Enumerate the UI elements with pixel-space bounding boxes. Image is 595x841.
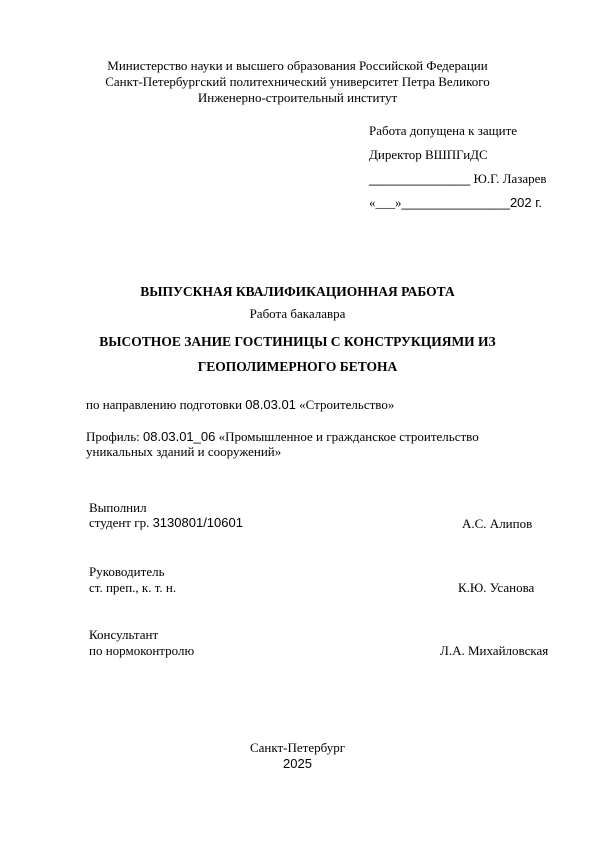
director-signature-row bbox=[369, 171, 547, 187]
supervisor-title: ст. преп., к. т. н. bbox=[89, 580, 177, 595]
date-day: «___» bbox=[369, 195, 402, 210]
supervisor-label: Руководитель bbox=[89, 564, 165, 579]
direction-name: «Строительство» bbox=[295, 397, 395, 412]
profile-code: 08.03.01_06 bbox=[143, 429, 216, 444]
profile-line1 bbox=[86, 429, 479, 445]
study-direction bbox=[86, 397, 394, 413]
student-name: А.С. Алипов bbox=[462, 516, 533, 531]
work-title-line2: ГЕОПОЛИМЕРНОГО БЕТОНА bbox=[197, 359, 398, 374]
student-group-row bbox=[89, 515, 243, 531]
work-title-line1: ВЫСОТНОЕ ЗАНИЕ ГОСТИНИЦЫ С КОНСТРУКЦИЯМИ ИЗ bbox=[99, 334, 496, 349]
supervisor-name: К.Ю. Усанова bbox=[458, 580, 535, 595]
profile-line2: уникальных зданий и сооружений» bbox=[86, 444, 282, 459]
direction-code: 08.03.01 bbox=[245, 397, 296, 412]
date-year: 202 г. bbox=[509, 195, 543, 210]
performed-label: Выполнил bbox=[89, 500, 147, 515]
profile-name-start: «Промышленное и гражданское строительство bbox=[215, 429, 479, 444]
university-name: Санкт-Петербургский политехнический университет Петра Великого bbox=[105, 74, 490, 89]
work-type: ВЫПУСКНАЯ КВАЛИФИКАЦИОННАЯ РАБОТА bbox=[140, 284, 455, 299]
approval-date-row bbox=[369, 195, 542, 211]
ministry-name: Министерство науки и высшего образования Российской Федерации bbox=[107, 58, 488, 73]
admitted-to-defense: Работа допущена к защите bbox=[369, 123, 518, 138]
profile-prefix: Профиль: bbox=[86, 429, 144, 444]
signature-line: ______________ bbox=[369, 171, 471, 186]
consultant-name: Л.А. Михайловская bbox=[440, 643, 549, 658]
direction-prefix: по направлению подготовки bbox=[86, 397, 246, 412]
footer-city: Санкт-Петербург bbox=[249, 740, 346, 755]
footer-year: 2025 bbox=[283, 756, 312, 771]
consultant-area: по нормоконтролю bbox=[89, 643, 195, 658]
date-month-line: _______________ bbox=[401, 195, 510, 210]
work-subtype: Работа бакалавра bbox=[249, 306, 346, 321]
director-name: Ю.Г. Лазарев bbox=[473, 171, 547, 186]
consultant-label: Консультант bbox=[89, 627, 159, 642]
student-group: 3130801/10601 bbox=[152, 515, 243, 530]
institute-name: Инженерно-строительный институт bbox=[197, 90, 398, 105]
director-title: Директор ВШПГиДС bbox=[369, 147, 488, 162]
student-prefix: студент гр. bbox=[89, 515, 153, 530]
